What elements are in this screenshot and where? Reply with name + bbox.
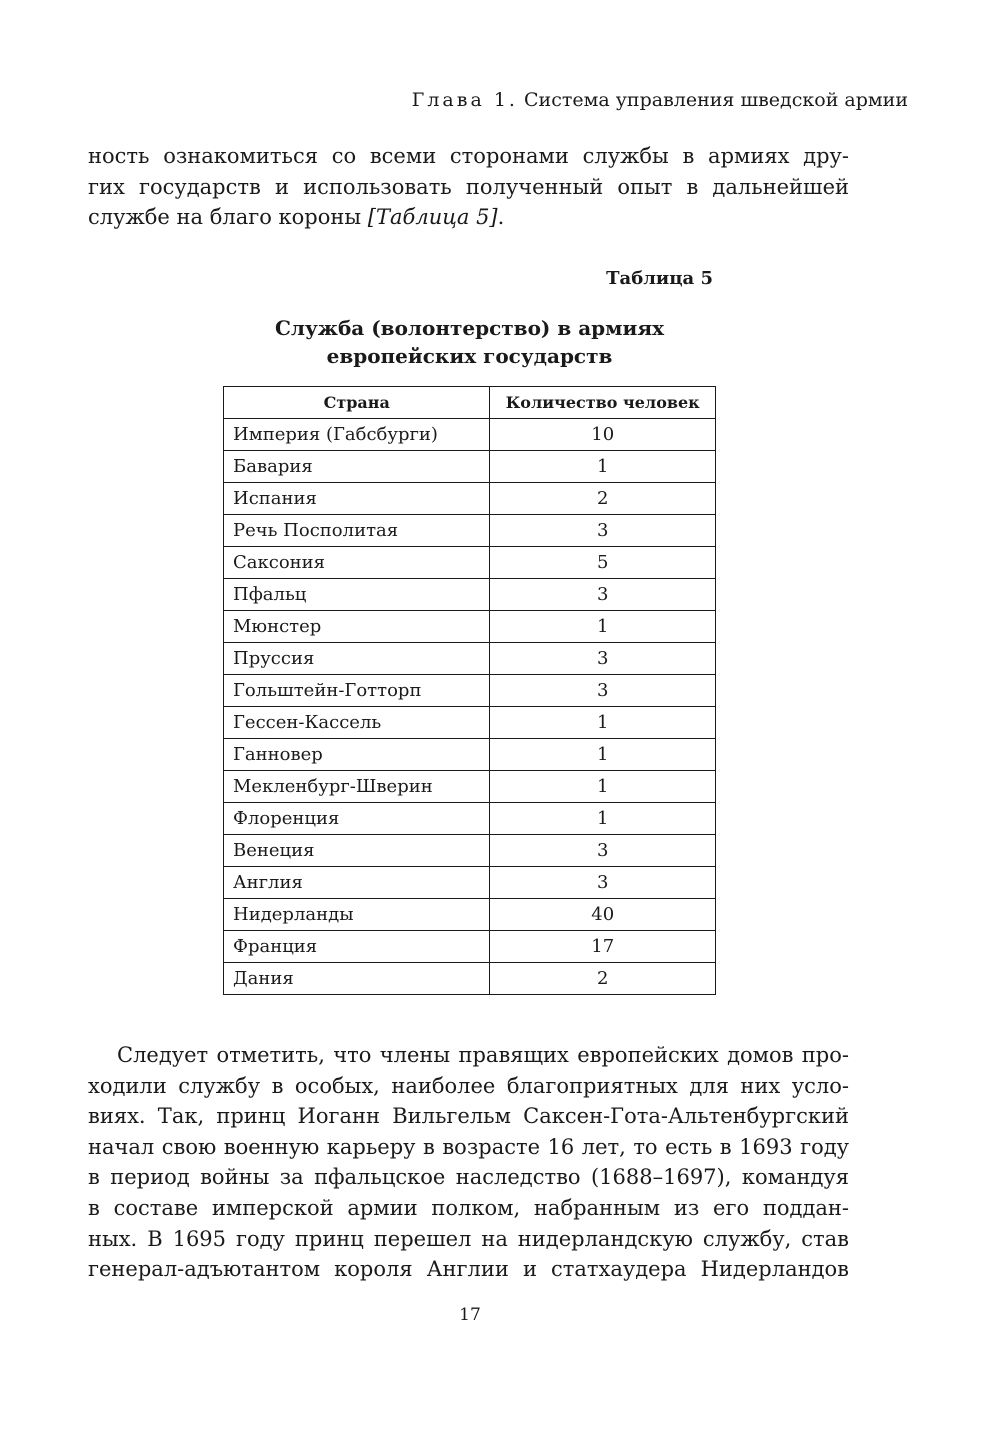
cell-count: 3 xyxy=(490,579,716,611)
column-header-count: Количество человек xyxy=(490,387,716,419)
cell-count: 3 xyxy=(490,675,716,707)
paragraph-text: . xyxy=(497,205,505,230)
table-row xyxy=(224,419,716,451)
data-table xyxy=(223,386,716,995)
table-header-row xyxy=(224,387,716,419)
cell-count: 1 xyxy=(490,771,716,803)
cell-count: 3 xyxy=(490,515,716,547)
cell-count: 1 xyxy=(490,611,716,643)
table-row xyxy=(224,867,716,899)
paragraph-line: в период войны за пфальцское наследство (1688–1697), командуя xyxy=(88,1165,849,1190)
table-title xyxy=(223,314,716,370)
cell-country: Речь Посполитая xyxy=(224,515,490,547)
cell-country: Испания xyxy=(224,483,490,515)
cell-country: Англия xyxy=(224,867,490,899)
paragraph-line: в составе имперской армии полком, набранным из его поддан- xyxy=(88,1195,849,1220)
cell-count: 1 xyxy=(490,803,716,835)
paragraph-line: ных. В 1695 году принц перешел на нидерландскую службу, став xyxy=(88,1226,849,1251)
table-row xyxy=(224,771,716,803)
table-row xyxy=(224,451,716,483)
cell-country: Пфальц xyxy=(224,579,490,611)
cell-count: 5 xyxy=(490,547,716,579)
cell-count: 2 xyxy=(490,963,716,995)
cell-country: Пруссия xyxy=(224,643,490,675)
paragraph-line: ность ознакомиться со всеми сторонами службы в армиях дру- xyxy=(88,144,849,168)
table-row xyxy=(224,707,716,739)
cell-count: 17 xyxy=(490,931,716,963)
table-row xyxy=(224,515,716,547)
cell-count: 40 xyxy=(490,899,716,931)
paragraph-line xyxy=(88,202,849,233)
cell-count: 10 xyxy=(490,419,716,451)
cell-country: Бавария xyxy=(224,451,490,483)
table-row xyxy=(224,739,716,771)
chapter-number: Глава 1. xyxy=(411,89,518,111)
page-number: 17 xyxy=(459,1305,481,1325)
paragraph-body xyxy=(88,1040,849,1285)
cell-country: Гольштейн-Готторп xyxy=(224,675,490,707)
cell-count: 1 xyxy=(490,739,716,771)
paragraph-line: виях. Так, принц Иоганн Вильгельм Саксен-Гота-Альтенбургский xyxy=(88,1104,849,1129)
paragraph-line: генерал-адъютантом короля Англии и статхаудера Нидерландов xyxy=(88,1257,849,1282)
cell-country: Флоренция xyxy=(224,803,490,835)
table-reference: [Таблица 5] xyxy=(367,205,498,230)
table-title-line: европейских государств xyxy=(326,344,613,368)
cell-country: Венеция xyxy=(224,835,490,867)
cell-country: Мюнстер xyxy=(224,611,490,643)
table-label: Таблица 5 xyxy=(606,268,713,289)
cell-count: 2 xyxy=(490,483,716,515)
table-row xyxy=(224,899,716,931)
cell-count: 3 xyxy=(490,867,716,899)
cell-country: Империя (Габсбурги) xyxy=(224,419,490,451)
cell-country: Франция xyxy=(224,931,490,963)
paragraph-line: ходили службу в особых, наиболее благоприятных для них усло- xyxy=(88,1073,849,1098)
paragraph-text: службе на благо короны xyxy=(88,205,368,230)
table-row xyxy=(224,643,716,675)
paragraph-line: начал свою военную карьеру в возрасте 16 лет, то есть в 1693 году xyxy=(88,1134,849,1159)
table-row xyxy=(224,547,716,579)
table-row xyxy=(224,931,716,963)
running-head xyxy=(88,89,908,111)
table-row xyxy=(224,835,716,867)
cell-country: Саксония xyxy=(224,547,490,579)
cell-country: Ганновер xyxy=(224,739,490,771)
paragraph-line: гих государств и использовать полученный опыт в дальнейшей xyxy=(88,174,849,199)
table-row xyxy=(224,579,716,611)
table-row xyxy=(224,483,716,515)
cell-count: 1 xyxy=(490,451,716,483)
paragraph-line: Следует отметить, что члены правящих европейских домов про- xyxy=(117,1043,849,1067)
cell-country: Дания xyxy=(224,963,490,995)
table-title-line: Служба (волонтерство) в армиях xyxy=(274,316,665,340)
column-header-country: Страна xyxy=(224,387,490,419)
cell-country: Гессен-Кассель xyxy=(224,707,490,739)
cell-count: 3 xyxy=(490,643,716,675)
paragraph-intro xyxy=(88,141,849,233)
table-row xyxy=(224,803,716,835)
table-row xyxy=(224,675,716,707)
table-row xyxy=(224,611,716,643)
table-body xyxy=(224,419,716,995)
cell-count: 1 xyxy=(490,707,716,739)
cell-count: 3 xyxy=(490,835,716,867)
cell-country: Нидерланды xyxy=(224,899,490,931)
cell-country: Мекленбург-Шверин xyxy=(224,771,490,803)
table-row xyxy=(224,963,716,995)
chapter-title: Система управления шведской армии xyxy=(524,89,908,111)
